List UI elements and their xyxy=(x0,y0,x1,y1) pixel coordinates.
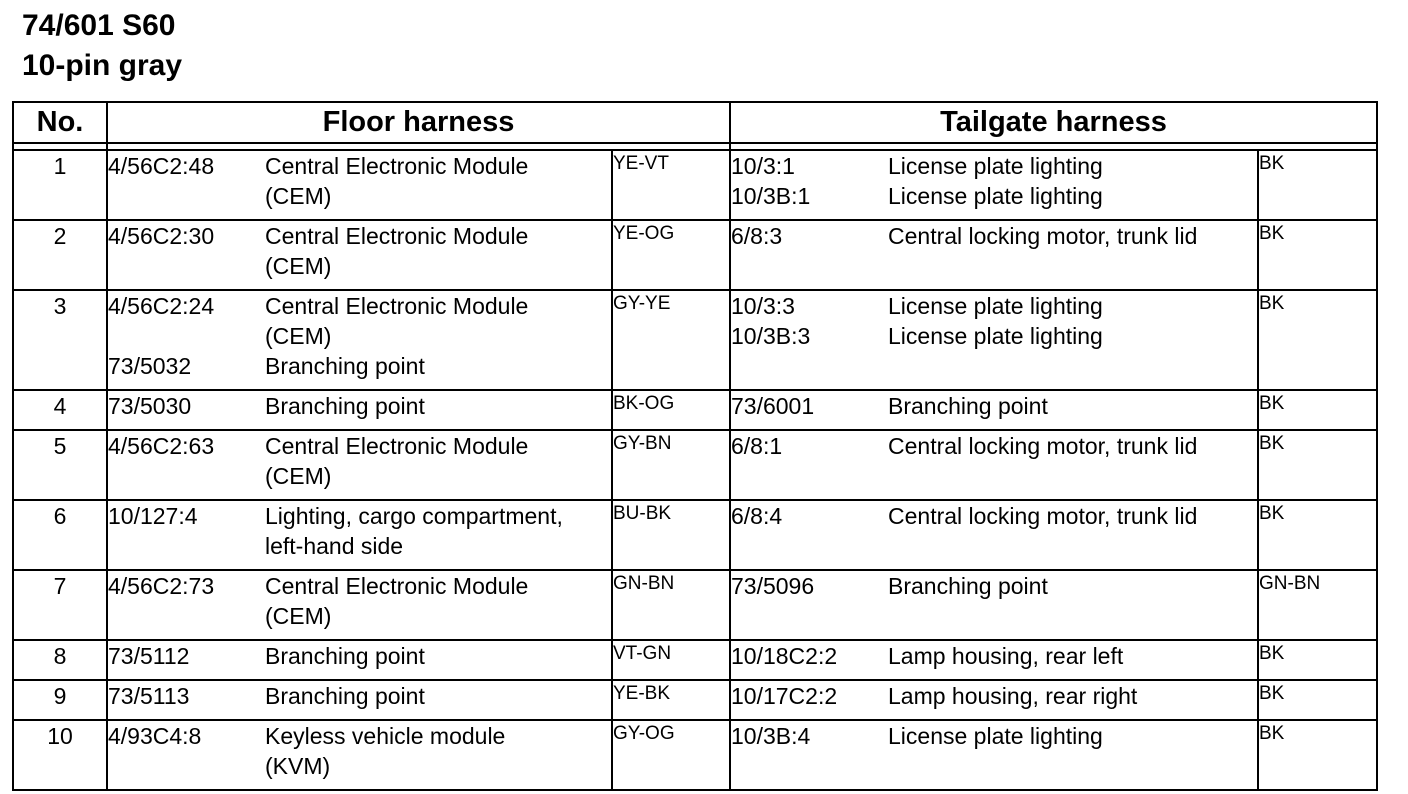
pin-table xyxy=(12,101,1378,791)
pin-number-text: 7 xyxy=(53,573,67,599)
connector-title xyxy=(22,6,182,86)
floor-wire-color-text: YE-BK xyxy=(613,683,671,704)
tailgate-component-descriptions xyxy=(888,570,1258,640)
tailgate-wire-color-text: GN-BN xyxy=(1259,573,1321,594)
tailgate-component-code: 73/5096 xyxy=(731,573,815,599)
pin-row xyxy=(13,720,1377,790)
floor-component-descriptions xyxy=(265,390,612,430)
pin-number-text: 4 xyxy=(53,393,67,419)
floor-component-codes xyxy=(107,220,265,290)
tailgate-component-codes xyxy=(730,390,888,430)
tailgate-component-codes xyxy=(730,680,888,720)
tailgate-wire-color-text: BK xyxy=(1259,683,1285,704)
floor-component-code xyxy=(108,461,265,491)
tailgate-component-descriptions xyxy=(888,640,1258,680)
floor-component-code: 10/127:4 xyxy=(108,503,198,529)
floor-wire-color xyxy=(612,430,730,500)
tailgate-wire-color-text: BK xyxy=(1259,153,1285,174)
floor-component-codes xyxy=(107,290,265,390)
floor-wire-color xyxy=(612,720,730,790)
tailgate-component-description: License plate lighting xyxy=(888,323,1103,349)
tailgate-component-descriptions xyxy=(888,430,1258,500)
no-header: No. xyxy=(13,102,107,143)
tailgate-wire-color xyxy=(1258,150,1377,220)
pin-number-text: 6 xyxy=(53,503,67,529)
tailgate-component-descriptions xyxy=(888,150,1258,220)
floor-component-codes xyxy=(107,570,265,640)
floor-wire-color-text: GY-OG xyxy=(613,723,675,744)
floor-component-description: Central Electronic Module xyxy=(265,293,529,319)
tailgate-component-code: 10/3B:3 xyxy=(731,323,811,349)
floor-component-descriptions xyxy=(265,640,612,680)
tailgate-component-description: Branching point xyxy=(888,573,1048,599)
tailgate-wire-color-text: BK xyxy=(1259,223,1285,244)
pin-row xyxy=(13,570,1377,640)
floor-wire-color xyxy=(612,290,730,390)
floor-component-description: Branching point xyxy=(265,393,425,419)
floor-wire-color xyxy=(612,570,730,640)
pin-number-text: 10 xyxy=(47,723,73,749)
tailgate-wire-color-text: BK xyxy=(1259,293,1285,314)
floor-component-code xyxy=(108,321,265,351)
floor-harness-header: Floor harness xyxy=(107,102,730,143)
tailgate-wire-color-text: BK xyxy=(1259,393,1285,414)
tailgate-component-code: 6/8:1 xyxy=(731,433,783,459)
tailgate-wire-color-text: BK xyxy=(1259,433,1285,454)
tailgate-wire-color-text: BK xyxy=(1259,723,1285,744)
floor-wire-color-text: GY-YE xyxy=(613,293,671,314)
pin-number xyxy=(13,500,107,570)
tailgate-wire-color xyxy=(1258,640,1377,680)
floor-component-code xyxy=(108,601,265,631)
tailgate-component-codes xyxy=(730,220,888,290)
floor-component-description: left-hand side xyxy=(265,533,404,559)
header-row xyxy=(13,102,1377,143)
floor-wire-color xyxy=(612,150,730,220)
floor-wire-color xyxy=(612,500,730,570)
pin-row xyxy=(13,430,1377,500)
floor-component-code xyxy=(108,531,265,561)
tailgate-component-code: 10/3:1 xyxy=(731,153,795,179)
floor-wire-color-text: YE-VT xyxy=(613,153,669,174)
pin-row xyxy=(13,390,1377,430)
tailgate-component-code: 10/3B:1 xyxy=(731,183,811,209)
tailgate-component-code: 10/17C2:2 xyxy=(731,683,838,709)
floor-component-description: (CEM) xyxy=(265,183,332,209)
floor-component-descriptions xyxy=(265,720,612,790)
floor-component-code: 4/56C2:48 xyxy=(108,153,215,179)
pin-number-text: 3 xyxy=(53,293,67,319)
floor-component-code xyxy=(108,181,265,211)
floor-component-code: 4/56C2:24 xyxy=(108,293,215,319)
floor-component-description: Branching point xyxy=(265,353,425,379)
floor-component-codes xyxy=(107,680,265,720)
pin-number xyxy=(13,290,107,390)
pin-number xyxy=(13,150,107,220)
tailgate-component-codes xyxy=(730,290,888,390)
tailgate-component-descriptions xyxy=(888,680,1258,720)
pin-number xyxy=(13,680,107,720)
tailgate-wire-color xyxy=(1258,680,1377,720)
tailgate-component-description: Central locking motor, trunk lid xyxy=(888,223,1198,249)
header-separator xyxy=(13,143,1377,150)
tailgate-wire-color-text: BK xyxy=(1259,643,1285,664)
floor-wire-color-text: GN-BN xyxy=(613,573,675,594)
floor-component-code: 4/93C4:8 xyxy=(108,723,202,749)
pin-row xyxy=(13,500,1377,570)
pin-rows xyxy=(13,150,1377,790)
floor-component-description: Branching point xyxy=(265,643,425,669)
floor-component-codes xyxy=(107,640,265,680)
tailgate-wire-color xyxy=(1258,500,1377,570)
tailgate-component-description: License plate lighting xyxy=(888,293,1103,319)
floor-component-description: (CEM) xyxy=(265,323,332,349)
floor-component-code xyxy=(108,251,265,281)
floor-component-description: (CEM) xyxy=(265,463,332,489)
floor-component-codes xyxy=(107,720,265,790)
tailgate-component-description: Central locking motor, trunk lid xyxy=(888,503,1198,529)
floor-component-description: Keyless vehicle module xyxy=(265,723,506,749)
pin-row xyxy=(13,150,1377,220)
tailgate-component-code: 10/18C2:2 xyxy=(731,643,838,669)
tailgate-component-codes xyxy=(730,430,888,500)
pin-number xyxy=(13,220,107,290)
tailgate-component-descriptions xyxy=(888,720,1258,790)
tailgate-component-codes xyxy=(730,640,888,680)
connector-id: 74/601 S60 xyxy=(22,9,176,42)
pin-number xyxy=(13,430,107,500)
floor-component-descriptions xyxy=(265,220,612,290)
pin-row xyxy=(13,220,1377,290)
floor-component-code: 73/5113 xyxy=(108,683,190,709)
floor-wire-color-text: BU-BK xyxy=(613,503,672,524)
tailgate-component-description: Lamp housing, rear right xyxy=(888,683,1138,709)
pin-row xyxy=(13,290,1377,390)
tailgate-component-code: 6/8:3 xyxy=(731,223,783,249)
floor-component-description: Central Electronic Module xyxy=(265,573,529,599)
floor-wire-color xyxy=(612,640,730,680)
floor-wire-color-text: YE-OG xyxy=(613,223,675,244)
floor-component-description: Central Electronic Module xyxy=(265,433,529,459)
floor-wire-color-text: VT-GN xyxy=(613,643,672,664)
tailgate-component-codes xyxy=(730,720,888,790)
floor-component-description: (CEM) xyxy=(265,603,332,629)
tailgate-wire-color xyxy=(1258,390,1377,430)
floor-component-code: 73/5112 xyxy=(108,643,190,669)
floor-component-codes xyxy=(107,500,265,570)
floor-wire-color xyxy=(612,220,730,290)
tailgate-component-description: Central locking motor, trunk lid xyxy=(888,433,1198,459)
floor-component-code: 4/56C2:73 xyxy=(108,573,215,599)
floor-component-descriptions xyxy=(265,430,612,500)
tailgate-wire-color-text: BK xyxy=(1259,503,1285,524)
pin-number-text: 8 xyxy=(53,643,67,669)
tailgate-harness-header: Tailgate harness xyxy=(730,102,1377,143)
floor-component-descriptions xyxy=(265,290,612,390)
floor-component-code: 73/5030 xyxy=(108,393,192,419)
tailgate-component-descriptions xyxy=(888,390,1258,430)
pin-number xyxy=(13,390,107,430)
connector-type: 10-pin gray xyxy=(22,49,183,82)
floor-component-code: 73/5032 xyxy=(108,353,192,379)
pin-number-text: 2 xyxy=(53,223,67,249)
pin-number-text: 9 xyxy=(53,683,67,709)
tailgate-component-descriptions xyxy=(888,290,1258,390)
tailgate-wire-color xyxy=(1258,570,1377,640)
tailgate-wire-color xyxy=(1258,220,1377,290)
floor-component-code xyxy=(108,751,265,781)
pin-row xyxy=(13,680,1377,720)
floor-component-description: Lighting, cargo compartment, xyxy=(265,503,563,529)
pin-number-text: 1 xyxy=(53,153,67,179)
tailgate-wire-color xyxy=(1258,430,1377,500)
floor-component-code: 4/56C2:30 xyxy=(108,223,215,249)
floor-component-codes xyxy=(107,390,265,430)
tailgate-component-descriptions xyxy=(888,220,1258,290)
floor-component-codes xyxy=(107,150,265,220)
floor-wire-color xyxy=(612,680,730,720)
floor-wire-color xyxy=(612,390,730,430)
tailgate-component-description: Branching point xyxy=(888,393,1048,419)
floor-component-code: 4/56C2:63 xyxy=(108,433,215,459)
floor-component-codes xyxy=(107,430,265,500)
floor-component-description: Branching point xyxy=(265,683,425,709)
tailgate-component-codes xyxy=(730,500,888,570)
tailgate-component-description: License plate lighting xyxy=(888,723,1103,749)
tailgate-component-codes xyxy=(730,570,888,640)
tailgate-component-code: 10/3B:4 xyxy=(731,723,811,749)
pin-number xyxy=(13,640,107,680)
tailgate-component-codes xyxy=(730,150,888,220)
tailgate-component-description: Lamp housing, rear left xyxy=(888,643,1124,669)
floor-component-description: Central Electronic Module xyxy=(265,153,529,179)
floor-component-descriptions xyxy=(265,150,612,220)
floor-component-description: (KVM) xyxy=(265,753,331,779)
pin-number xyxy=(13,720,107,790)
floor-component-descriptions xyxy=(265,500,612,570)
floor-component-descriptions xyxy=(265,680,612,720)
tailgate-component-description: License plate lighting xyxy=(888,153,1103,179)
floor-wire-color-text: BK-OG xyxy=(613,393,675,414)
tailgate-component-description: License plate lighting xyxy=(888,183,1103,209)
tailgate-component-code: 73/6001 xyxy=(731,393,815,419)
tailgate-component-descriptions xyxy=(888,500,1258,570)
tailgate-wire-color xyxy=(1258,720,1377,790)
floor-component-description: (CEM) xyxy=(265,253,332,279)
pin-number xyxy=(13,570,107,640)
pin-number-text: 5 xyxy=(53,433,67,459)
floor-component-descriptions xyxy=(265,570,612,640)
tailgate-component-code: 6/8:4 xyxy=(731,503,783,529)
tailgate-component-code: 10/3:3 xyxy=(731,293,795,319)
pin-row xyxy=(13,640,1377,680)
floor-wire-color-text: GY-BN xyxy=(613,433,672,454)
tailgate-wire-color xyxy=(1258,290,1377,390)
floor-component-description: Central Electronic Module xyxy=(265,223,529,249)
